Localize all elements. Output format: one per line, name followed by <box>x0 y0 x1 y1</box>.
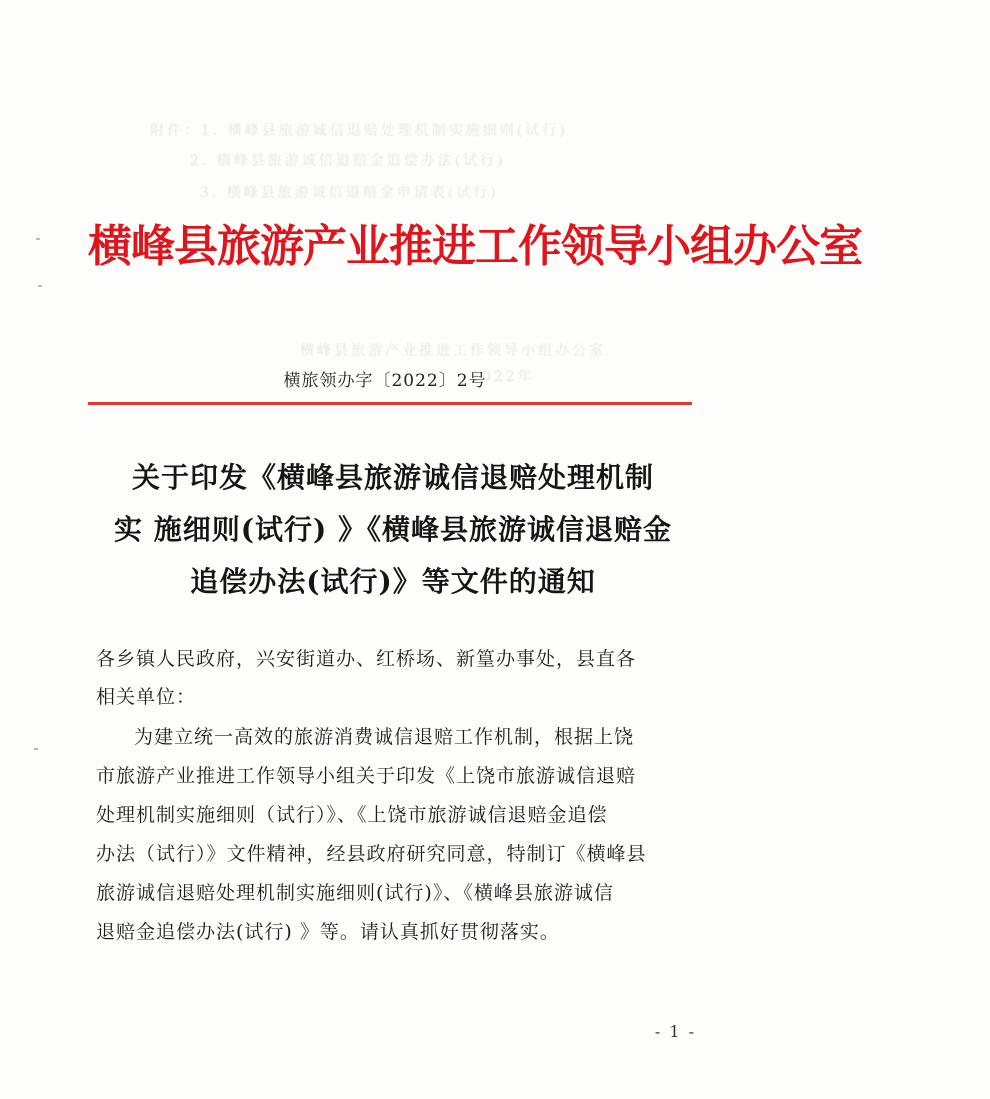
addressee-line-1: 各乡镇人民政府，兴安街道办、红桥场、新篁办事处，县直各 <box>96 648 637 670</box>
bleed-through-line-5: 2022年 <box>470 369 535 385</box>
addressee-block <box>96 640 696 716</box>
scan-speck <box>38 285 42 287</box>
notice-title-line-3: 追偿办法(试行)》等文件的通知 <box>190 565 596 598</box>
scan-speck <box>36 238 40 240</box>
notice-title-line-1: 关于印发《横峰县旅游诚信退赔处理机制 <box>131 461 654 494</box>
red-separator-rule <box>88 402 692 405</box>
body-line-1: 为建立统一高效的旅游消费诚信退赔工作机制，根据上饶 <box>134 726 635 748</box>
body-line-4: 办法（试行）》文件精神，经县政府研究同意，特制订《横峰县 <box>96 843 647 865</box>
bleed-through-line-1: 附件：1. 横峰县旅游诚信退赔处理机制实施细则(试行) <box>150 123 568 139</box>
page-number: - 1 - <box>654 1022 696 1041</box>
body-paragraph <box>96 718 696 952</box>
body-line-5: 旅游诚信退赔处理机制实施细则(试行)》、《横峰县旅游诚信 <box>96 882 614 904</box>
addressee-line-2: 相关单位： <box>96 686 197 708</box>
body-line-6: 退赔金追偿办法(试行) 》等。请认真抓好贯彻落实。 <box>96 921 560 943</box>
notice-title-line-2: 实 施细则(试行) 》《横峰县旅游诚信退赔金 <box>114 513 672 546</box>
notice-title <box>98 452 688 608</box>
bleed-through-line-3: 3. 横峰县旅游诚信退赔金申请表(试行) <box>200 185 499 201</box>
bleed-through-line-4: 横峰县旅游产业推进工作领导小组办公室 <box>300 343 606 359</box>
body-line-2: 市旅游产业推进工作领导小组关于印发《上饶市旅游诚信退赔 <box>96 765 637 787</box>
scan-speck <box>34 748 38 750</box>
issuer-title: 横峰县旅游产业推进工作领导小组办公室 <box>88 221 862 272</box>
bleed-through-line-2: 2. 横峰县旅游诚信退赔金追偿办法(试行) <box>190 153 506 169</box>
body-line-3: 处理机制实施细则（试行）》、《上饶市旅游诚信退赔金追偿 <box>96 804 608 826</box>
document-number: 横旅领办字〔2022〕2号 <box>283 371 487 391</box>
